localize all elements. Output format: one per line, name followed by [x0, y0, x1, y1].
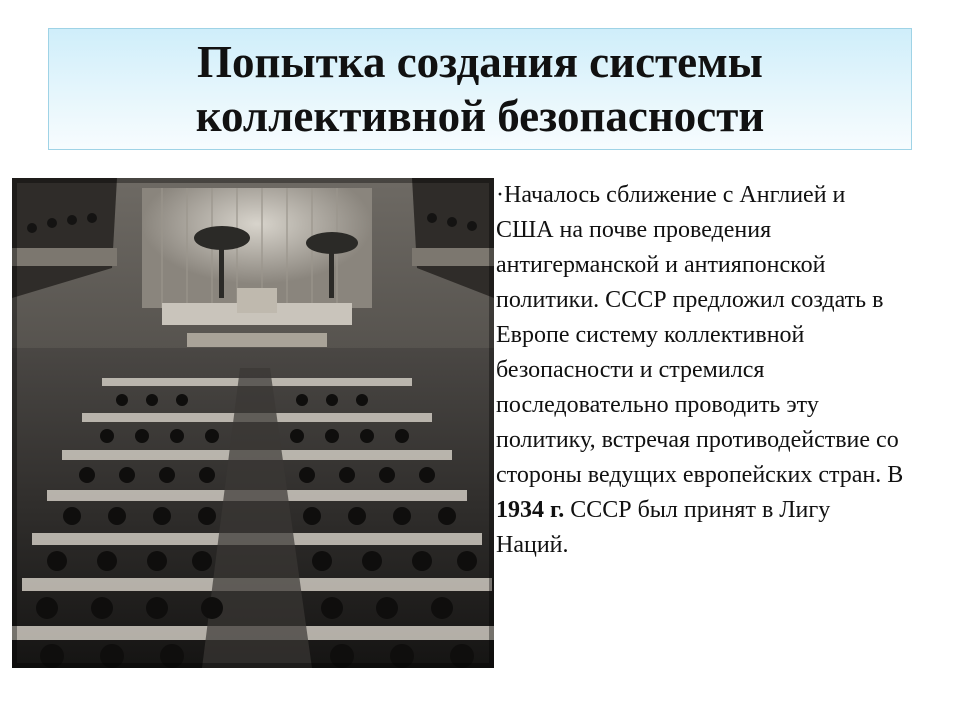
league-of-nations-assembly-photo: [12, 178, 494, 668]
year-highlight: 1934 г.: [496, 497, 565, 523]
assembly-hall-illustration: [12, 178, 494, 668]
title-banner: [48, 28, 912, 150]
body-text: [496, 178, 906, 563]
body-text-main: Началось сближение с Англией и США на почве проведения антигерманской и антияпонской политики. СССР предложил создать в Европе систему коллективной безопасности и стремился последовательно проводить эту политику, встречая противодействие со стороны ведущих европейских стран. В: [496, 182, 904, 488]
bullet-marker: ·: [496, 182, 504, 208]
body-paragraph: [496, 178, 906, 563]
body-text-end: СССР был принят в Лигу Наций.: [496, 497, 831, 558]
title-line-1: Попытка создания системы: [197, 37, 763, 87]
slide-title: [196, 35, 765, 143]
title-line-2: коллективной безопасности: [195, 91, 765, 141]
